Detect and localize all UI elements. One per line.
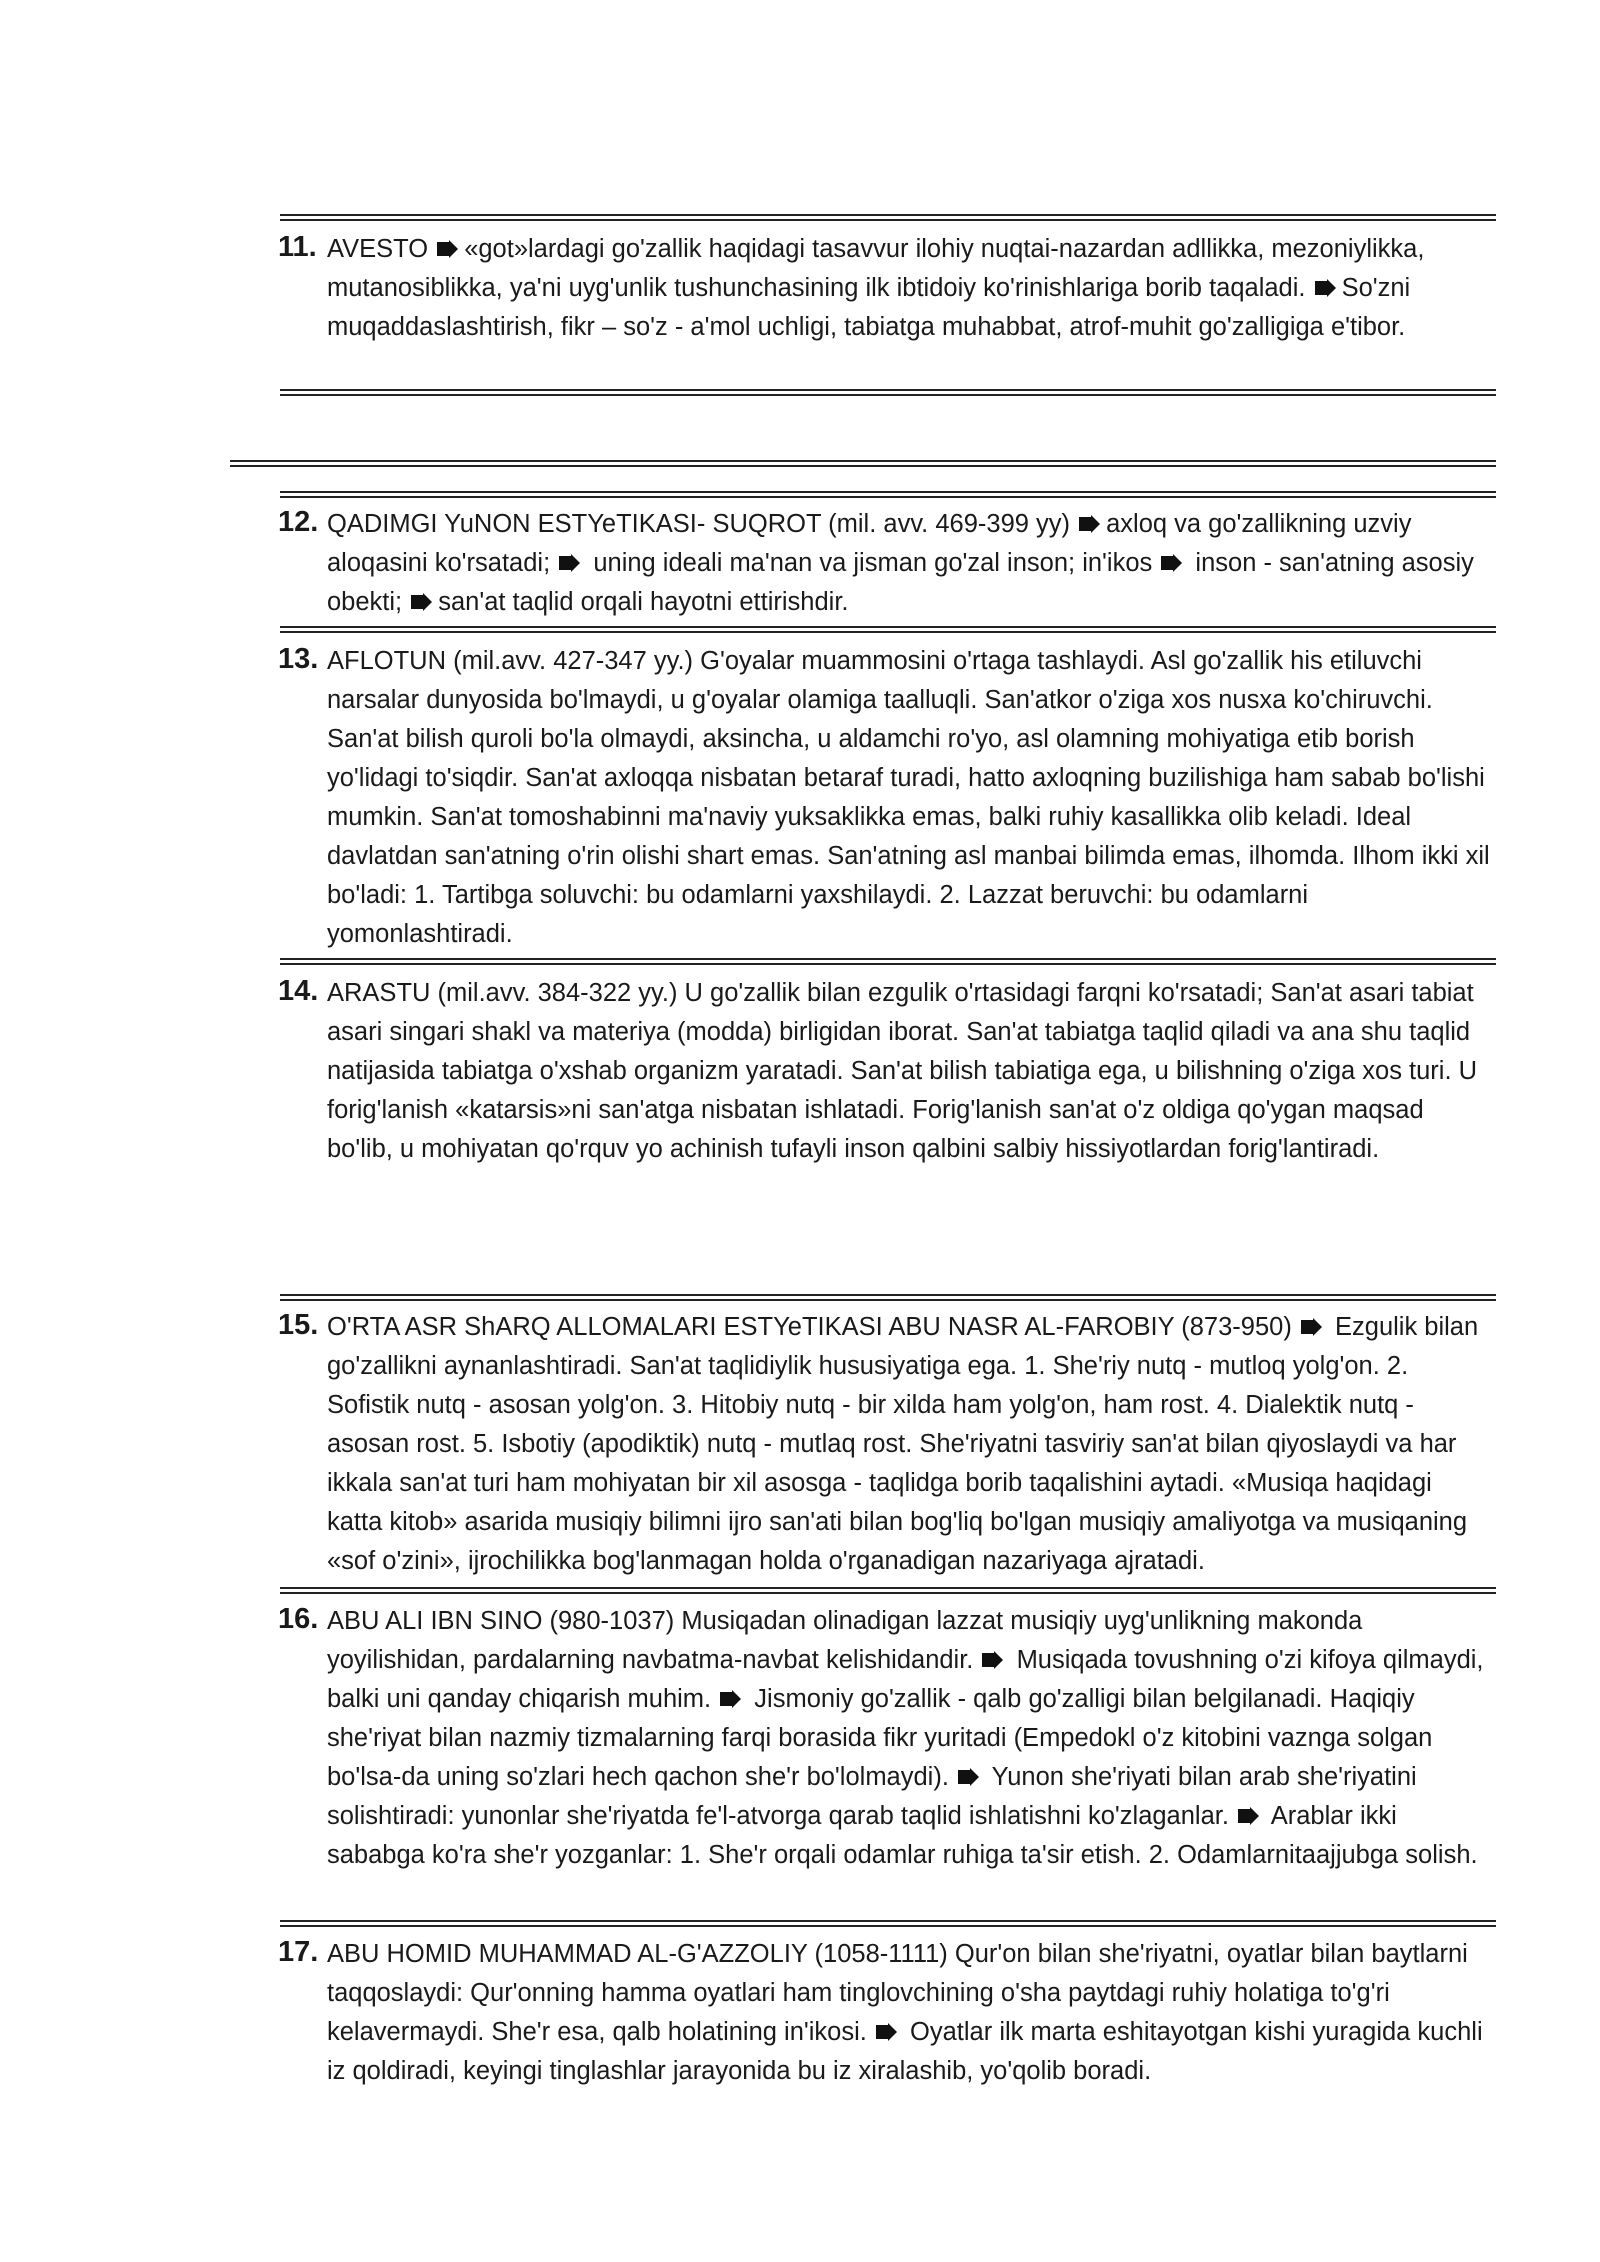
- arrow-bullet-icon: [958, 1768, 979, 1786]
- double-rule: [280, 389, 1496, 391]
- arrow-bullet-icon: [1079, 515, 1100, 533]
- double-rule: [280, 491, 1496, 493]
- arrow-bullet-icon: [559, 554, 580, 572]
- double-rule: [280, 1294, 1496, 1296]
- arrow-bullet-icon: [1301, 1318, 1322, 1336]
- arrow-bullet-icon: [437, 240, 458, 258]
- entry-text: ABU ALI IBN SINO (980-1037) Musiqadan olinadigan lazzat musiqiy uyg'unlikning makonda yoyilishidan, pardalarning navbatma-navbat kelishidandir. Musiqada tovushning o'zi kifoya qilmaydi, balki uni qanday chiqarish muhim. Jismoniy go'zallik - qalb go'zalligi bilan belgilanadi. Haqiqiy she'riyat bilan nazmiy tizmalarning farqi borasida fikr yuritadi (Empedokl o'z kitobini vaznga solgan bo'lsa-da uning so'zlari hech qachon she'r bo'lolmaydi). Yunon she'riyati bilan arab she'riyatini solishtiradi: yunonlar she'riyatda fe'l-atvorga qarab taqlid ishlatishni ko'zlaganlar. Arablar ikki sababga ko'ra she'r yozganlar: 1. She'r orqali odamlar ruhiga ta'sir etish. 2. Odamlarnitaajjubga solish.: [327, 1607, 1484, 1869]
- entry-17: [278, 1935, 1490, 2091]
- entry-number: 17.: [278, 1936, 319, 1968]
- entry-number: 11.: [278, 231, 317, 263]
- entry-text: AVESTO «got»lardagi go'zallik haqidagi tasavvur ilohiy nuqtai-nazardan adllikka, mezoniylikka, mutanosiblikka, ya'ni uyg'unlik tushunchasining ilk ibtidoiy ko'rinishlariga borib taqaladi. So'zni muqaddaslashtirish, fikr – so'z - a'mol uchligi, tabiatga muhabbat, atrof-muhit go'zalligiga e'tibor.: [327, 235, 1425, 341]
- double-rule: [280, 626, 1496, 628]
- arrow-bullet-icon: [876, 2023, 897, 2041]
- entry-12: [278, 505, 1490, 622]
- entry-13: [278, 642, 1490, 954]
- entry-text: O'RTA ASR ShARQ ALLOMALARI ESTYeTIKASI ABU NASR AL-FAROBIY (873-950) Ezgulik bilan go'zallikni aynanlashtiradi. San'at taqlidiylik hususiyatiga ega. 1. She'riy nutq - mutloq yolg'on. 2. Sofistik nutq - asosan yolg'on. 3. Hitobiy nutq - bir xilda ham yolg'on, ham rost. 4. Dialektik nutq - asosan rost. 5. Isbotiy (apodiktik) nutq - mutlaq rost. She'riyatni tasviriy san'at bilan qiyoslaydi va har ikkala san'at turi ham mohiyatan bir xil asosga - taqlidga borib taqalishini aytadi. «Musiqa haqidagi katta kitob» asarida musiqiy bilimni ijro san'ati bilan bog'liq bo'lgan musiqiy amaliyotga va musiqaning «sof o'zini», ijrochilikka bog'lanmagan holda o'rganadigan nazariyaga ajratadi.: [327, 1313, 1479, 1575]
- entry-11: [278, 230, 1490, 347]
- double-rule: [280, 1587, 1496, 1589]
- double-rule: [230, 460, 1496, 462]
- entry-number: 13.: [278, 643, 319, 675]
- arrow-bullet-icon: [1238, 1807, 1259, 1825]
- entry-16: [278, 1602, 1490, 1875]
- arrow-bullet-icon: [1161, 554, 1182, 572]
- entry-text: QADIMGI YuNON ESTYeTIKASI- SUQROT (mil. avv. 469-399 yy) axloq va go'zallikning uzviy aloqasini ko'rsatadi; uning ideali ma'nan va jisman go'zal inson; in'ikos inson - san'atning asosiy obekti; san'at taqlid orqali hayotni ettirishdir.: [327, 510, 1474, 616]
- entry-15: [278, 1308, 1490, 1581]
- arrow-bullet-icon: [411, 593, 432, 611]
- double-rule: [280, 958, 1496, 960]
- entry-number: 15.: [278, 1309, 319, 1341]
- arrow-bullet-icon: [982, 1651, 1003, 1669]
- arrow-bullet-icon: [720, 1690, 741, 1708]
- arrow-bullet-icon: [1315, 279, 1336, 297]
- double-rule: [280, 214, 1496, 216]
- entry-14: [278, 974, 1490, 1169]
- entry-number: 12.: [278, 506, 319, 538]
- entry-text: AFLOTUN (mil.avv. 427-347 yy.) G'oyalar muammosini o'rtaga tashlaydi. Asl go'zallik his etiluvchi narsalar dunyosida bo'lmaydi, u g'oyalar olamiga taalluqli. San'atkor o'ziga xos nusxa ko'chiruvchi. San'at bilish quroli bo'la olmaydi, aksincha, u aldamchi ro'yo, asl olamning mohiyatiga etib borish yo'lidagi to'siqdir. San'at axloqqa nisbatan betaraf turadi, hatto axloqning buzilishiga ham sabab bo'lishi mumkin. San'at tomoshabinni ma'naviy yuksaklikka emas, balki ruhiy kasallikka olib keladi. Ideal davlatdan san'atning o'rin olishi shart emas. San'atning asl manbai bilimda emas, ilhomda. Ilhom ikki xil bo'ladi: 1. Tartibga soluvchi: bu odamlarni yaxshilaydi. 2. Lazzat beruvchi: bu odamlarni yomonlashtiradi.: [327, 647, 1490, 948]
- double-rule: [280, 1920, 1496, 1922]
- entry-text: ABU HOMID MUHAMMAD AL-G'AZZOLIY (1058-1111) Qur'on bilan she'riyatni, oyatlar bilan baytlarni taqqoslaydi: Qur'onning hamma oyatlari ham tinglovchining o'sha paytdagi ruhiy holatiga to'g'ri kelavermaydi. She'r esa, qalb holatining in'ikosi. Oyatlar ilk marta eshitayotgan kishi yuragida kuchli iz qoldiradi, keyingi tinglashlar jarayonida bu iz xiralashib, yo'qolib boradi.: [327, 1940, 1483, 2085]
- entry-number: 14.: [278, 975, 319, 1007]
- entry-text: ARASTU (mil.avv. 384-322 yy.) U go'zallik bilan ezgulik o'rtasidagi farqni ko'rsatadi; San'at asari tabiat asari singari shakl va materiya (modda) birligidan iborat. San'at tabiatga taqlid qiladi va ana shu taqlid natijasida tabiatga o'xshab organizm yaratadi. San'at bilish tabiatiga ega, u bilishning o'ziga xos turi. U forig'lanish «katarsis»ni san'atga nisbatan ishlatadi. Forig'lanish san'at o'z oldiga qo'ygan maqsad bo'lib, u mohiyatan qo'rquv yo achinish tufayli inson qalbini salbiy hissiyotlardan forig'lantiradi.: [327, 979, 1478, 1163]
- entry-number: 16.: [278, 1603, 319, 1635]
